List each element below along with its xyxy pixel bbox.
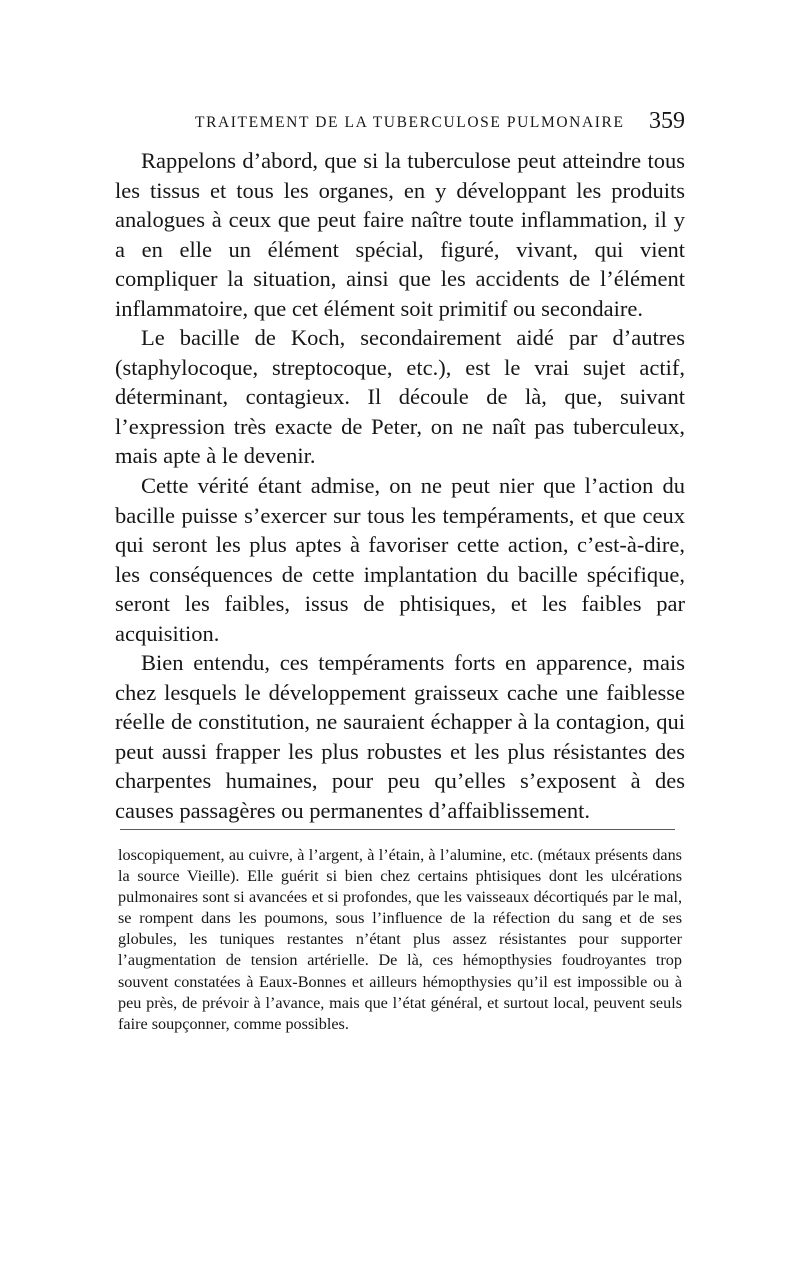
page-number: 359 [649, 108, 685, 134]
paragraph-3: Cette vérité étant admise, on ne peut nier que l’action du bacille puisse s’exercer sur tous les tempéraments, et que ceux qui seront les plus aptes à favoriser cette action, c’est-à-dire, les conséquences de cette implantation du bacille spécifique, seront les faibles, issus de phtisiques, et les faibles par acquisition. [115, 473, 685, 646]
paragraph-4: Bien entendu, ces tempéraments forts en apparence, mais chez lesquels le développement graisseux cache une faiblesse réelle de constitution, ne sauraient échapper à la contagion, qui peut aussi frapper les plus robustes et les plus résistantes des charpentes humaines, pour peu qu’elles s’exposent à des causes passagères ou permanentes d’affaiblissement. [115, 650, 685, 824]
footnote-divider [120, 829, 675, 830]
running-head [115, 108, 685, 142]
footnote-text: loscopiquement, au cuivre, à l’argent, à l’étain, à l’alumine, etc. (métaux présents dans la source Vieille). Elle guérit si bien chez certains phtisiques dont les ulcérations pulmonaires sont si avancées et si profondes, que les vaisseaux décortiqués par le mal, se rompent dans les poumons, sous l’influence de la réfection du sang et de ses globules, les tuniques restantes n’étant plus assez résistantes pour supporter l’augmentation de tension artérielle. De là, ces hémopthysies foudroyantes trop souvent constatées à Eaux-Bonnes et ailleurs hémopthysies qu’il est impossible ou à peu près, de prévoir à l’avance, mais que l’état général, et surtout local, peuvent seuls faire soupçonner, comme possibles. [118, 846, 682, 1033]
paragraph-2: Le bacille de Koch, secondairement aidé par d’autres (staphylocoque, streptocoque, etc.), est le vrai sujet actif, déterminant, contagieux. Il découle de là, que, suivant l’expression très exacte de Peter, on ne naît pas tuberculeux, mais apte à le devenir. [115, 325, 685, 469]
running-title: TRAITEMENT DE LA TUBERCULOSE PULMONAIRE [195, 114, 625, 131]
body-text [115, 146, 685, 826]
paragraph-1: Rappelons d’abord, que si la tuberculose peut atteindre tous les tissus et tous les organes, en y développant les produits analogues à ceux que peut faire naître toute inflammation, il y a en elle un élément spécial, figuré, vivant, qui vient compliquer la situation, ainsi que les accidents de l’élément inflammatoire, que cet élément soit primitif ou secondaire. [115, 148, 685, 321]
